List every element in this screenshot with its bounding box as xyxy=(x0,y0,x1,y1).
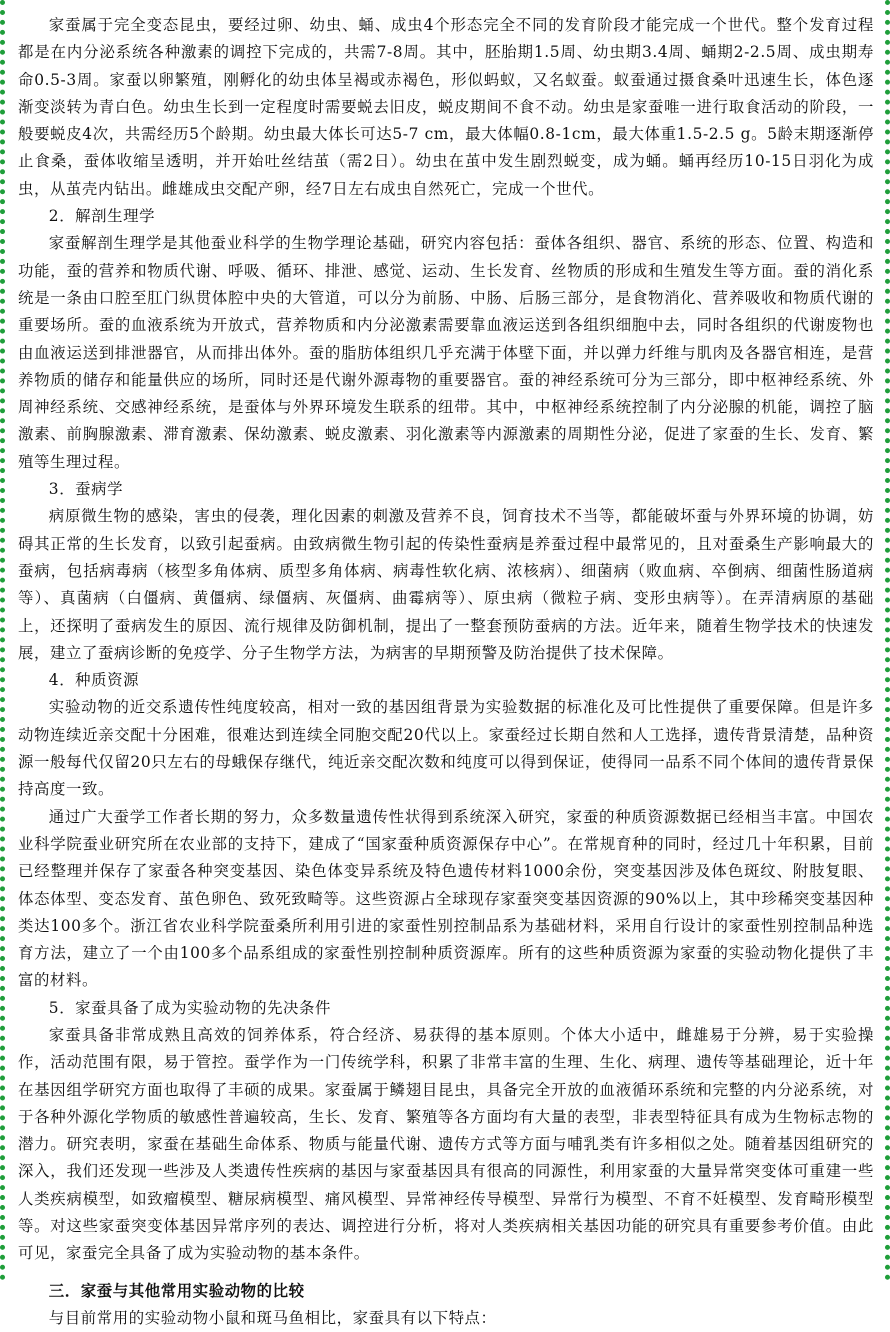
paragraph-pathology: 病原微生物的感染，害虫的侵袭，理化因素的刺激及营养不良，饲育技术不当等，都能破坏蚕与外界环境的协调，妨碍其正常的生长发育，以致引起蚕病。由致病微生物引起的传染性蚕病是养蚕过程中最常见的，且对蚕桑生产影响最大的蚕病，包括病毒病（核型多角体病、质型多角体病、病毒性软化病、浓核病）、细菌病（败血病、卒倒病、细菌性肠道病等）、真菌病（白僵病、黄僵病、绿僵病、灰僵病、曲霉病等）、原虫病（微粒子病、变形虫病等）。在弄清病原的基础上，还探明了蚕病发生的原因、流行规律及防御机制，提出了一整套预防蚕病的方法。近年来，随着生物学技术的快速发展，建立了蚕病诊断的免疫学、分子生物学方法，为病害的早期预警及防治提供了技术保障。 xyxy=(18,507,874,662)
subheading-prerequisites: 5．家蚕具备了成为实验动物的先决条件 xyxy=(48,998,332,1017)
paragraph-development: 家蚕属于完全变态昆虫，要经过卵、幼虫、蛹、成虫4个形态完全不同的发育阶段才能完成一个世代。整个发育过程都是在内分泌系统各种激素的调控下完成的，共需7-8周。其中，胚胎期1.5周、幼虫期3.4周、蛹期2-2.5周、成虫期寿命0.5-3周。家蚕以卵繁殖，刚孵化的幼虫体呈褐或赤褐色，形似蚂蚁，又名蚁蚕。蚁蚕通过摄食桑叶迅速生长，体色逐渐变淡转为青白色。幼虫生长到一定程度时需要蜕去旧皮，蜕皮期间不食不动。幼虫是家蚕唯一进行取食活动的阶段，一般要蜕皮4次，共需经历5个龄期。幼虫最大体长可达5-7 cm，最大体幅0.8-1cm，最大体重1.5-2.5 g。5龄末期逐渐停止食桑，蚕体收缩呈透明，并开始吐丝结茧（需2日）。幼虫在茧中发生剧烈蜕变，成为蛹。蛹再经历10-15日羽化为成虫，从茧壳内钻出。雌雄成虫交配产卵，经7日左右成虫自然死亡，完成一个世代。 xyxy=(18,16,874,198)
subheading-germplasm: 4．种质资源 xyxy=(48,671,140,690)
paragraph-anatomy: 家蚕解剖生理学是其他蚕业科学的生物学理论基础，研究内容包括：蚕体各组织、器官、系统的形态、位置、构造和功能，蚕的营养和物质代谢、呼吸、循环、排泄、感觉、运动、生长发育、丝物质的形成和生殖发生等方面。蚕的消化系统是一条由口腔至肛门纵贯体腔中央的大管道，可以分为前肠、中肠、后肠三部分，是食物消化、营养吸收和物质代谢的重要场所。蚕的血液系统为开放式，营养物质和内分泌激素需要靠血液运送到各组织细胞中去，同时各组织的代谢废物也由血液运送到排泄器官，从而排出体外。蚕的脂肪体组织几乎充满于体壁下面，并以弹力纤维与肌肉及各器官相连，是营养物质的储存和能量供应的场所，同时还是代谢外源毒物的重要器官。蚕的神经系统可分为三部分，即中枢神经系统、外周神经系统、交感神经系统，是蚕体与外界环境发生联系的纽带。其中，中枢神经系统控制了内分泌腺的机能，调控了脑激素、前胸腺激素、滞育激素、保幼激素、蜕皮激素、羽化激素等内源激素的周期性分泌，促进了家蚕的生长、发育、繁殖等生理过程。 xyxy=(18,234,874,471)
section-heading: 三．家蚕与其他常用实验动物的比较 xyxy=(48,1281,305,1300)
paragraph-closing: 与目前常用的实验动物小鼠和斑马鱼相比，家蚕具有以下特点： xyxy=(48,1308,497,1327)
paragraph-germplasm-2: 通过广大蚕学工作者长期的努力，众多数量遗传性状得到系统深入研究，家蚕的种质资源数据已经相当丰富。中国农业科学院蚕业研究所在农业部的支持下，建成了“国家蚕种质资源保存中心”。在常规育种的同时，经过几十年积累，目前已经整理并保存了家蚕各种突变基因、染色体变异系统及特色遗传材料1000余份，突变基因涉及体色斑纹、附肢复眼、体态体型、变态发育、茧色卵色、致死致畸等。这些资源占全球现存家蚕突变基因资源的90%以上，其中珍稀突变基因种类达100多个。浙江省农业科学院蚕桑所利用引进的家蚕性别控制品系为基础材料，采用自行设计的家蚕性别控制品种选育方法，建立了一个由100多个品系组成的家蚕性别控制种质资源库。所有的这些种质资源为家蚕的实验动物化提供了丰富的材料。 xyxy=(18,807,874,990)
paragraph-prerequisites: 家蚕具备非常成熟且高效的饲养体系，符合经济、易获得的基本原则。个体大小适中，雌雄易于分辨，易于实验操作，活动范围有限，易于管控。蚕学作为一门传统学科，积累了非常丰富的生理、生化、病理、遗传等基础理论，近十年在基因组学研究方面也取得了丰硕的成果。家蚕属于鳞翅目昆虫，具备完全开放的血液循环系统和完整的内分泌系统，对于各种外源化学物质的敏感性普遍较高，生长、发育、繁殖等各方面均有大量的表型，非表型特征具有成为生物标志物的潜力。研究表明，家蚕在基础生命体系、物质与能量代谢、遗传方式等方面与哺乳类有许多相似之处。随着基因组研究的深入，我们还发现一些涉及人类遗传性疾病的基因与家蚕基因具有很高的同源性，利用家蚕的大量异常突变体可重建一些人类疾病模型，如致瘤模型、糖尿病模型、痛风模型、异常神经传导模型、异常行为模型、不育不妊模型、发育畸形模型等。对这些家蚕突变体基因异常序列的表达、调控进行分析，将对人类疾病相关基因功能的研究具有重要参考价值。由此可见，家蚕完全具备了成为实验动物的基本条件。 xyxy=(18,1025,874,1263)
paragraph-germplasm-1: 实验动物的近交系遗传性纯度较高，相对一致的基因组背景为实验数据的标准化及可比性提供了重要保障。但是许多动物连续近亲交配十分困难，很难达到连续全同胞交配20代以上。家蚕经过长期自然和人工选择，遗传背景清楚，品种资源一般每代仅留20只左右的母蛾保存继代，纯近亲交配次数和纯度可以得到保证，使得同一品系不同个体间的遗传背景保持高度一致。 xyxy=(18,698,874,799)
document-body xyxy=(18,12,874,1332)
subheading-anatomy: 2．解剖生理学 xyxy=(48,207,156,226)
subheading-pathology: 3．蚕病学 xyxy=(48,480,124,499)
